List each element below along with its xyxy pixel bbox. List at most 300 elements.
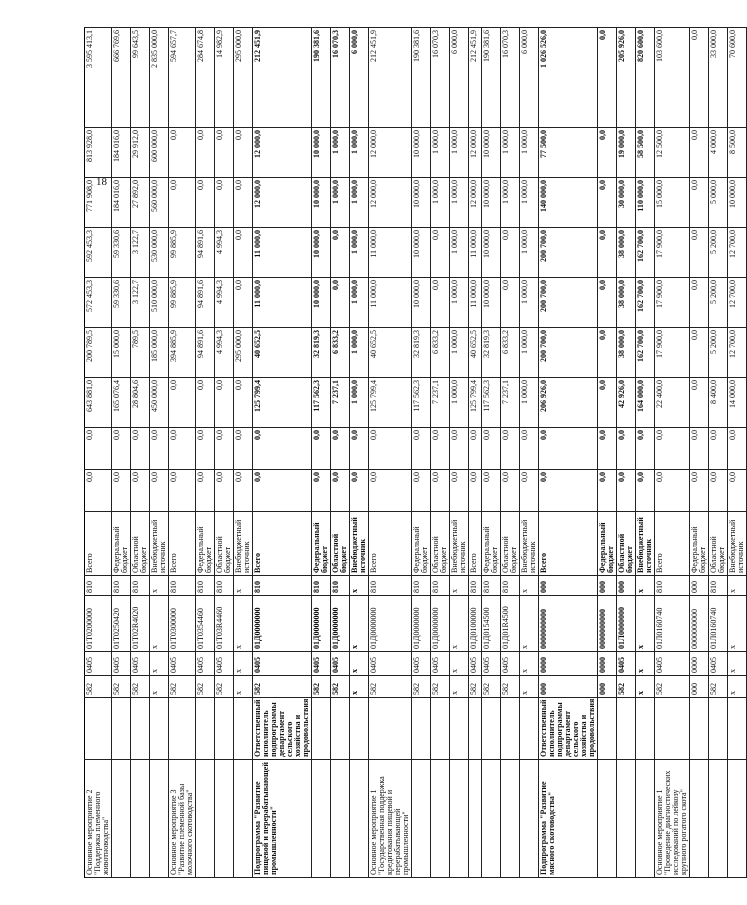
table-cell: 10 000,0 <box>312 178 331 228</box>
table-cell: 820 600,0 <box>636 28 655 128</box>
table-cell: 3 122,7 <box>131 278 150 328</box>
table-cell: Федеральный бюджет <box>598 512 617 576</box>
table-cell: 0,0 <box>112 470 131 512</box>
table-cell: 000 <box>617 576 636 596</box>
table-row <box>520 28 539 878</box>
table-cell <box>501 698 520 760</box>
table-cell: 206 926,0 <box>539 378 598 428</box>
table-row <box>112 28 131 878</box>
table-cell: 01Д0000000 <box>331 596 350 652</box>
table-cell: 28 804,6 <box>131 378 150 428</box>
table-row <box>469 28 482 878</box>
table-cell: 0,0 <box>690 178 709 228</box>
table-cell: 4 994,3 <box>215 278 234 328</box>
table-row <box>539 28 598 878</box>
table-cell: 01Т0200000 <box>85 596 112 652</box>
table-cell: 17 900,0 <box>655 278 690 328</box>
table-cell: x <box>350 596 369 652</box>
table-cell: 200 700,0 <box>539 278 598 328</box>
table-cell <box>520 698 539 760</box>
table-cell: 0,0 <box>501 428 520 470</box>
table-cell: 000 <box>690 576 709 596</box>
table-cell <box>598 760 617 878</box>
table-cell: 0,0 <box>450 470 469 512</box>
table-cell: 582 <box>131 676 150 698</box>
table-cell: 582 <box>112 676 131 698</box>
table-cell: 0000 <box>598 652 617 676</box>
table-cell: 1 000,0 <box>450 278 469 328</box>
table-cell: 0,0 <box>617 470 636 512</box>
table-cell: 7 237,1 <box>501 378 520 428</box>
table-cell: 582 <box>331 676 350 698</box>
table-cell: 582 <box>312 676 331 698</box>
table-cell: 0,0 <box>690 278 709 328</box>
table-cell: 0,0 <box>636 428 655 470</box>
table-cell: Внебюджетный источник <box>728 512 747 576</box>
table-cell: 184 016,0 <box>112 128 131 178</box>
table-cell <box>520 760 539 878</box>
table-cell: 0,0 <box>501 470 520 512</box>
table-cell: Областной бюджет <box>331 512 350 576</box>
table-cell: Федеральный бюджет <box>482 512 501 576</box>
table-cell <box>617 698 636 760</box>
table-cell: 0,0 <box>350 428 369 470</box>
table-cell: 0,0 <box>709 470 728 512</box>
table-row <box>169 28 196 878</box>
table-cell: 12 000,0 <box>253 128 312 178</box>
table-cell: 0,0 <box>690 228 709 278</box>
table-cell: 0,0 <box>169 428 196 470</box>
table-cell: 0405 <box>709 652 728 676</box>
table-cell: 1 000,0 <box>450 228 469 278</box>
table-cell <box>215 698 234 760</box>
table-cell: 15 000,0 <box>112 328 131 378</box>
table-cell: 14 982,9 <box>215 28 234 128</box>
table-cell: 0,0 <box>412 428 431 470</box>
table-cell <box>450 698 469 760</box>
table-cell: 1 000,0 <box>331 128 350 178</box>
table-cell: x <box>150 652 169 676</box>
table-cell: 125 799,4 <box>469 378 482 428</box>
table-cell: 11 000,0 <box>253 278 312 328</box>
table-cell <box>312 760 331 878</box>
table-cell: 572 453,3 <box>85 278 112 328</box>
table-cell: 0405 <box>312 652 331 676</box>
table-cell: 1 026 526,0 <box>539 28 598 128</box>
table-cell: 01Д0000000 <box>312 596 331 652</box>
table-cell <box>709 698 728 760</box>
table-cell: 185 000,0 <box>150 328 169 378</box>
table-cell: 0,0 <box>469 470 482 512</box>
table-cell: 0405 <box>655 652 690 676</box>
table-cell: 10 000,0 <box>728 178 747 228</box>
table-cell: 0,0 <box>501 278 520 328</box>
table-cell: 0,0 <box>598 228 617 278</box>
table-cell: 8 400,0 <box>709 378 728 428</box>
table-cell: 1 000,0 <box>350 178 369 228</box>
table-cell: 164 000,0 <box>636 378 655 428</box>
table-cell: 6 833,2 <box>501 328 520 378</box>
table-cell: 0,0 <box>169 470 196 512</box>
table-cell: 59 330,6 <box>112 278 131 328</box>
table-cell: Областной бюджет <box>215 512 234 576</box>
table-cell: 1 000,0 <box>350 328 369 378</box>
table-cell: 0405 <box>469 652 482 676</box>
table-cell: 1 000,0 <box>331 178 350 228</box>
table-cell: 10 000,0 <box>412 128 431 178</box>
table-cell: 01Л0000000 <box>617 596 636 652</box>
table-cell: 140 000,0 <box>539 178 598 228</box>
table-cell: 0,0 <box>598 278 617 328</box>
table-cell: 117 562,3 <box>482 378 501 428</box>
table-cell: 77 500,0 <box>539 128 598 178</box>
table-cell: 450 000,0 <box>150 378 169 428</box>
table-cell: 0405 <box>369 652 412 676</box>
table-cell: 0405 <box>501 652 520 676</box>
table-cell: Областной бюджет <box>431 512 450 576</box>
table-cell: 0,0 <box>331 278 350 328</box>
table-cell: 6 000,0 <box>450 28 469 128</box>
table-cell: 32 819,3 <box>412 328 431 378</box>
table-cell: 01Т0250420 <box>112 596 131 652</box>
table-cell: 10 000,0 <box>312 278 331 328</box>
table-cell: 40 652,5 <box>369 328 412 378</box>
table-cell: 162 700,0 <box>636 228 655 278</box>
table-cell: 582 <box>501 676 520 698</box>
table-cell: x <box>520 596 539 652</box>
table-cell: 10 000,0 <box>482 128 501 178</box>
table-cell: 0,0 <box>350 470 369 512</box>
table-cell: 810 <box>196 576 215 596</box>
table-cell: 125 799,4 <box>253 378 312 428</box>
table-row <box>431 28 450 878</box>
table-cell: x <box>636 676 655 698</box>
table-cell: 10 000,0 <box>412 228 431 278</box>
table-cell <box>617 760 636 878</box>
table-cell: Основное мероприятие 1 "Проведение диагностических исследований по лейкозу крупного рогатого скота" <box>655 760 690 878</box>
table-cell: 0,0 <box>196 178 215 228</box>
table-cell: 0405 <box>85 652 112 676</box>
table-cell: Федеральный бюджет <box>690 512 709 576</box>
table-cell <box>636 698 655 760</box>
table-cell: 30 000,0 <box>617 178 636 228</box>
table-cell <box>331 698 350 760</box>
table-cell: 0,0 <box>331 428 350 470</box>
table-cell: 38 000,0 <box>617 328 636 378</box>
table-cell: Основное мероприятие 2 "Поддержка племенного животноводства" <box>85 760 112 878</box>
table-cell: 0,0 <box>169 128 196 178</box>
table-cell: 1 000,0 <box>520 278 539 328</box>
table-row <box>728 28 747 878</box>
table-cell: 0,0 <box>150 428 169 470</box>
table-cell: Подпрограмма "Развитие мясного скотоводства" <box>539 760 598 878</box>
table-cell: 0405 <box>412 652 431 676</box>
table-cell: 0,0 <box>234 378 253 428</box>
table-cell: 810 <box>215 576 234 596</box>
table-cell <box>350 698 369 760</box>
table-cell: 1 000,0 <box>501 178 520 228</box>
table-cell: 0,0 <box>169 378 196 428</box>
table-cell <box>369 698 412 760</box>
table-cell: 810 <box>85 576 112 596</box>
table-cell: Внебюджетный источник <box>636 512 655 576</box>
table-cell: 15 000,0 <box>655 178 690 228</box>
table-cell: 99 643,5 <box>131 28 150 128</box>
table-row <box>150 28 169 878</box>
table-cell <box>131 698 150 760</box>
table-body <box>85 28 747 878</box>
table-cell: 10 000,0 <box>482 178 501 228</box>
table-row <box>196 28 215 878</box>
table-cell: 0,0 <box>709 428 728 470</box>
table-cell: 0,0 <box>196 378 215 428</box>
table-cell: 110 000,0 <box>636 178 655 228</box>
table-cell: 0,0 <box>312 470 331 512</box>
table-cell: 0,0 <box>85 470 112 512</box>
table-cell: Областной бюджет <box>131 512 150 576</box>
table-cell: 27 892,0 <box>131 178 150 228</box>
table-cell: 0,0 <box>598 28 617 128</box>
table-cell: x <box>636 652 655 676</box>
table-cell: 0,0 <box>539 428 598 470</box>
table-cell <box>131 760 150 878</box>
table-cell: 0000000000 <box>539 596 598 652</box>
table-cell: 582 <box>215 676 234 698</box>
table-row <box>131 28 150 878</box>
table-cell: 4 994,3 <box>215 328 234 378</box>
table-cell <box>169 698 196 760</box>
table-cell <box>655 698 690 760</box>
table-cell: 810 <box>369 576 412 596</box>
table-cell: Всего <box>469 512 482 576</box>
table-cell: 810 <box>431 576 450 596</box>
table-cell: 11 000,0 <box>369 278 412 328</box>
table-cell: 582 <box>253 676 312 698</box>
table-cell: Ответственный исполнитель подпрограммы департамент сельского хозяйства и продовольствия <box>253 698 312 760</box>
table-cell: 33 000,0 <box>709 28 728 128</box>
table-cell: 12 000,0 <box>253 178 312 228</box>
table-cell: 582 <box>169 676 196 698</box>
table-cell: 5 200,0 <box>709 228 728 278</box>
table-row <box>450 28 469 878</box>
table-cell: 200 700,0 <box>539 328 598 378</box>
table-cell: 0,0 <box>215 128 234 178</box>
table-cell: 01Л0160740 <box>655 596 690 652</box>
table-cell: x <box>450 596 469 652</box>
table-cell: x <box>450 652 469 676</box>
table-row <box>412 28 431 878</box>
table-cell: 0,0 <box>215 470 234 512</box>
table-cell: 295 000,0 <box>234 328 253 378</box>
table-cell: 01Д0000000 <box>369 596 412 652</box>
table-cell: 01Д01R4500 <box>501 596 520 652</box>
table-cell: 0,0 <box>331 470 350 512</box>
table-cell <box>482 760 501 878</box>
table-cell: 117 562,3 <box>412 378 431 428</box>
table-cell: 284 674,8 <box>196 28 215 128</box>
table-cell: 0,0 <box>655 470 690 512</box>
table-row <box>655 28 690 878</box>
table-cell: Подпрограмма "Развитие пищевой и перерабатывающей промышленности" <box>253 760 312 878</box>
table-cell: 0,0 <box>520 470 539 512</box>
table-cell: 0,0 <box>598 128 617 178</box>
table-cell: 0405 <box>196 652 215 676</box>
table-cell: 99 885,9 <box>169 228 196 278</box>
table-cell: 582 <box>469 676 482 698</box>
table-cell: 125 799,4 <box>369 378 412 428</box>
table-cell: 32 819,3 <box>482 328 501 378</box>
table-cell: 0,0 <box>728 428 747 470</box>
table-cell: 12 000,0 <box>469 178 482 228</box>
table-cell: x <box>234 576 253 596</box>
table-cell: 000 <box>598 576 617 596</box>
table-cell: 582 <box>617 676 636 698</box>
table-cell <box>412 698 431 760</box>
table-cell: 0405 <box>169 652 196 676</box>
table-cell: 582 <box>369 676 412 698</box>
table-cell: 0,0 <box>169 178 196 228</box>
table-cell: 01Д0154500 <box>482 596 501 652</box>
table-cell: 0,0 <box>655 428 690 470</box>
table-cell: 0405 <box>617 652 636 676</box>
table-cell: 190 381,6 <box>482 28 501 128</box>
table-cell: 2 835 000,0 <box>150 28 169 128</box>
table-cell: 0405 <box>482 652 501 676</box>
table-cell: 0,0 <box>431 228 450 278</box>
table-cell: 6 000,0 <box>350 28 369 128</box>
table-cell <box>431 760 450 878</box>
table-cell: 0,0 <box>690 128 709 178</box>
table-cell: 162 700,0 <box>636 328 655 378</box>
table-cell: 5 200,0 <box>709 328 728 378</box>
table-cell: 0,0 <box>234 128 253 178</box>
table-cell: 32 819,3 <box>312 328 331 378</box>
table-cell: x <box>728 652 747 676</box>
table-cell: Всего <box>655 512 690 576</box>
table-cell: x <box>636 596 655 652</box>
table-cell: Федеральный бюджет <box>412 512 431 576</box>
table-cell: 0,0 <box>131 428 150 470</box>
table-cell <box>112 760 131 878</box>
table-cell: Всего <box>369 512 412 576</box>
table-cell: 810 <box>412 576 431 596</box>
table-cell: 212 451,9 <box>469 28 482 128</box>
table-cell <box>234 698 253 760</box>
table-cell: 8 500,0 <box>728 128 747 178</box>
table-cell <box>350 760 369 878</box>
table-cell: Всего <box>85 512 112 576</box>
table-cell: 162 700,0 <box>636 278 655 328</box>
table-cell: 643 881,0 <box>85 378 112 428</box>
table-cell: 01Т03R4460 <box>215 596 234 652</box>
table-row <box>253 28 312 878</box>
table-cell <box>690 760 709 878</box>
table-cell: 1 000,0 <box>520 128 539 178</box>
table-cell: 810 <box>253 576 312 596</box>
table-cell: 12 700,0 <box>728 228 747 278</box>
table-cell <box>598 698 617 760</box>
table-cell: 0,0 <box>617 428 636 470</box>
table-cell: 582 <box>196 676 215 698</box>
table-cell: 01Д0000000 <box>431 596 450 652</box>
table-cell: 0405 <box>331 652 350 676</box>
table-cell <box>196 698 215 760</box>
table-cell: x <box>150 576 169 596</box>
table-cell: 810 <box>655 576 690 596</box>
table-cell: 582 <box>482 676 501 698</box>
table-cell: 38 000,0 <box>617 228 636 278</box>
table-cell: 0000000000 <box>598 596 617 652</box>
table-cell <box>501 760 520 878</box>
table-cell: 0,0 <box>234 428 253 470</box>
table-cell: 0,0 <box>234 178 253 228</box>
table-cell: x <box>350 652 369 676</box>
table-cell: 200 789,5 <box>85 328 112 378</box>
table-cell: 0,0 <box>253 428 312 470</box>
table-cell <box>728 698 747 760</box>
budget-table <box>84 27 747 878</box>
table-cell: 12 500,0 <box>655 128 690 178</box>
table-cell: 205 926,0 <box>617 28 636 128</box>
table-cell: 0,0 <box>412 470 431 512</box>
table-cell: 810 <box>169 576 196 596</box>
table-cell: Федеральный бюджет <box>112 512 131 576</box>
table-cell: 582 <box>412 676 431 698</box>
table-cell: 560 000,0 <box>150 178 169 228</box>
table-cell: 0,0 <box>112 428 131 470</box>
table-row <box>636 28 655 878</box>
table-cell: 0,0 <box>85 428 112 470</box>
table-cell: 0,0 <box>215 428 234 470</box>
table-cell: 4 994,3 <box>215 228 234 278</box>
table-cell: 810 <box>469 576 482 596</box>
table-cell: 10 000,0 <box>482 278 501 328</box>
table-cell: 17 900,0 <box>655 228 690 278</box>
table-cell: 0000 <box>539 652 598 676</box>
table-cell: 1 000,0 <box>450 328 469 378</box>
table-cell: 1 000,0 <box>450 178 469 228</box>
table-cell: 0,0 <box>482 428 501 470</box>
table-cell: 40 652,5 <box>253 328 312 378</box>
table-cell: 94 891,6 <box>196 228 215 278</box>
table-cell: 0,0 <box>690 28 709 128</box>
table-cell <box>636 760 655 878</box>
table-cell: Областной бюджет <box>617 512 636 576</box>
table-cell: 0,0 <box>196 128 215 178</box>
table-cell: 0,0 <box>369 428 412 470</box>
table-cell: 6 833,2 <box>431 328 450 378</box>
table-cell: 70 600,0 <box>728 28 747 128</box>
table-cell: 000 <box>539 576 598 596</box>
table-cell: 94 891,6 <box>196 278 215 328</box>
table-cell: 0,0 <box>636 470 655 512</box>
table-cell: 1 000,0 <box>431 128 450 178</box>
table-cell: 0,0 <box>431 278 450 328</box>
rotated-table-container <box>84 28 745 878</box>
table-cell: 600 000,0 <box>150 128 169 178</box>
table-cell: 0000000000 <box>690 596 709 652</box>
table-cell: 0,0 <box>690 428 709 470</box>
table-cell: 12 700,0 <box>728 328 747 378</box>
table-cell: 7 237,1 <box>431 378 450 428</box>
table-cell: 0,0 <box>150 470 169 512</box>
table-cell: 810 <box>709 576 728 596</box>
table-cell: 11 000,0 <box>469 228 482 278</box>
table-cell: Всего <box>539 512 598 576</box>
table-cell: x <box>520 576 539 596</box>
table-cell: 29 912,0 <box>131 128 150 178</box>
table-cell: 6 833,2 <box>331 328 350 378</box>
